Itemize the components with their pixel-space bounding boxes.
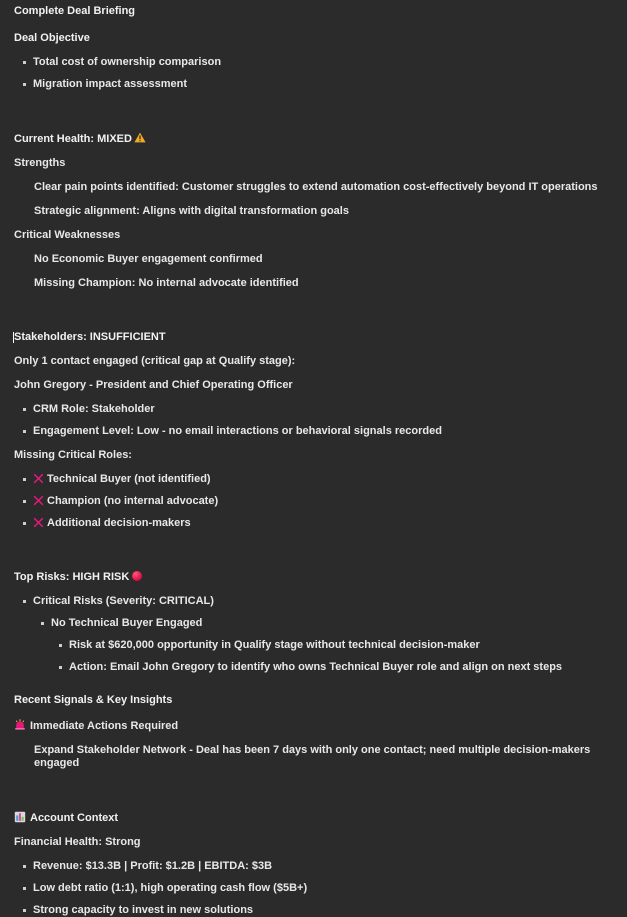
risk-sublist — [14, 617, 613, 630]
strength-item: Clear pain points identified: Customer struggles to extend automation cost-effectively beyond IT operations — [34, 181, 598, 193]
current-health-label: Current Health: MIXED — [14, 133, 132, 145]
list-item: Strong capacity to invest in new solutions — [14, 904, 613, 917]
weaknesses-heading: Critical Weaknesses — [14, 229, 121, 241]
list-item: Action: Email John Gregory to identify who owns Technical Buyer role and align on next steps — [14, 661, 613, 674]
list-item: CRM Role: Stakeholder — [14, 403, 613, 416]
critical-risks-list — [14, 595, 613, 608]
missing-role-label: Champion (no internal advocate) — [47, 495, 219, 507]
recent-signals-heading: Recent Signals & Key Insights — [14, 694, 173, 706]
strengths-heading: Strengths — [14, 157, 66, 169]
cross-mark-icon — [33, 473, 44, 484]
weakness-item: No Economic Buyer engagement confirmed — [34, 253, 263, 265]
list-item — [14, 517, 613, 530]
list-item: Low debt ratio (1:1), high operating cash flow ($5B+) — [14, 882, 613, 895]
missing-role-label: Additional decision-makers — [47, 517, 191, 529]
immediate-action-detail: Expand Stakeholder Network - Deal has been 7 days with only one contact; need multiple decision-makers engaged — [34, 744, 591, 769]
immediate-actions-label: Immediate Actions Required — [30, 720, 179, 732]
immediate-actions-heading — [14, 719, 613, 733]
current-health-heading — [14, 132, 613, 146]
siren-icon — [14, 719, 26, 731]
list-item: Revenue: $13.3B | Profit: $1.2B | EBITDA: $3B — [14, 860, 613, 873]
list-item: Total cost of ownership comparison — [14, 56, 613, 69]
stakeholders-heading — [14, 331, 613, 344]
financial-health-heading: Financial Health: Strong — [14, 836, 141, 848]
red-circle-icon — [132, 571, 142, 581]
warning-triangle-icon — [134, 132, 146, 143]
list-item: Critical Risks (Severity: CRITICAL) — [14, 595, 613, 608]
page-title: Complete Deal Briefing — [14, 5, 136, 17]
list-item — [14, 473, 613, 486]
contact-name: John Gregory - President and Chief Operating Officer — [14, 379, 293, 391]
weakness-item: Missing Champion: No internal advocate identified — [34, 277, 299, 289]
risk-detail-list — [14, 639, 613, 674]
list-item: Engagement Level: Low - no email interactions or behavioral signals recorded — [14, 425, 613, 438]
section-spacer — [14, 685, 613, 694]
cross-mark-icon — [33, 495, 44, 506]
section-spacer — [14, 102, 613, 132]
account-context-label: Account Context — [30, 812, 118, 824]
cross-mark-icon — [33, 517, 44, 528]
list-item: Migration impact assessment — [14, 78, 613, 91]
deal-objective-list — [14, 56, 613, 91]
section-spacer — [14, 541, 613, 571]
bar-chart-icon — [14, 811, 26, 823]
missing-role-label: Technical Buyer (not identified) — [47, 473, 211, 485]
list-item — [14, 495, 613, 508]
strength-item: Strategic alignment: Aligns with digital transformation goals — [34, 205, 349, 217]
section-spacer — [14, 781, 613, 811]
section-spacer — [14, 301, 613, 331]
stakeholders-summary: Only 1 contact engaged (critical gap at Qualify stage): — [14, 355, 296, 367]
missing-roles-heading: Missing Critical Roles: — [14, 449, 132, 461]
stakeholders-label: Stakeholders: INSUFFICIENT — [14, 331, 166, 343]
list-item: No Technical Buyer Engaged — [14, 617, 613, 630]
account-context-heading — [14, 811, 613, 825]
contact-details-list — [14, 403, 613, 438]
list-item: Risk at $620,000 opportunity in Qualify stage without technical decision-maker — [14, 639, 613, 652]
financials-list — [14, 860, 613, 917]
missing-roles-list — [14, 473, 613, 530]
top-risks-label: Top Risks: HIGH RISK — [14, 571, 130, 583]
deal-objective-heading: Deal Objective — [14, 32, 90, 44]
text-cursor — [13, 332, 14, 343]
top-risks-heading — [14, 571, 613, 584]
